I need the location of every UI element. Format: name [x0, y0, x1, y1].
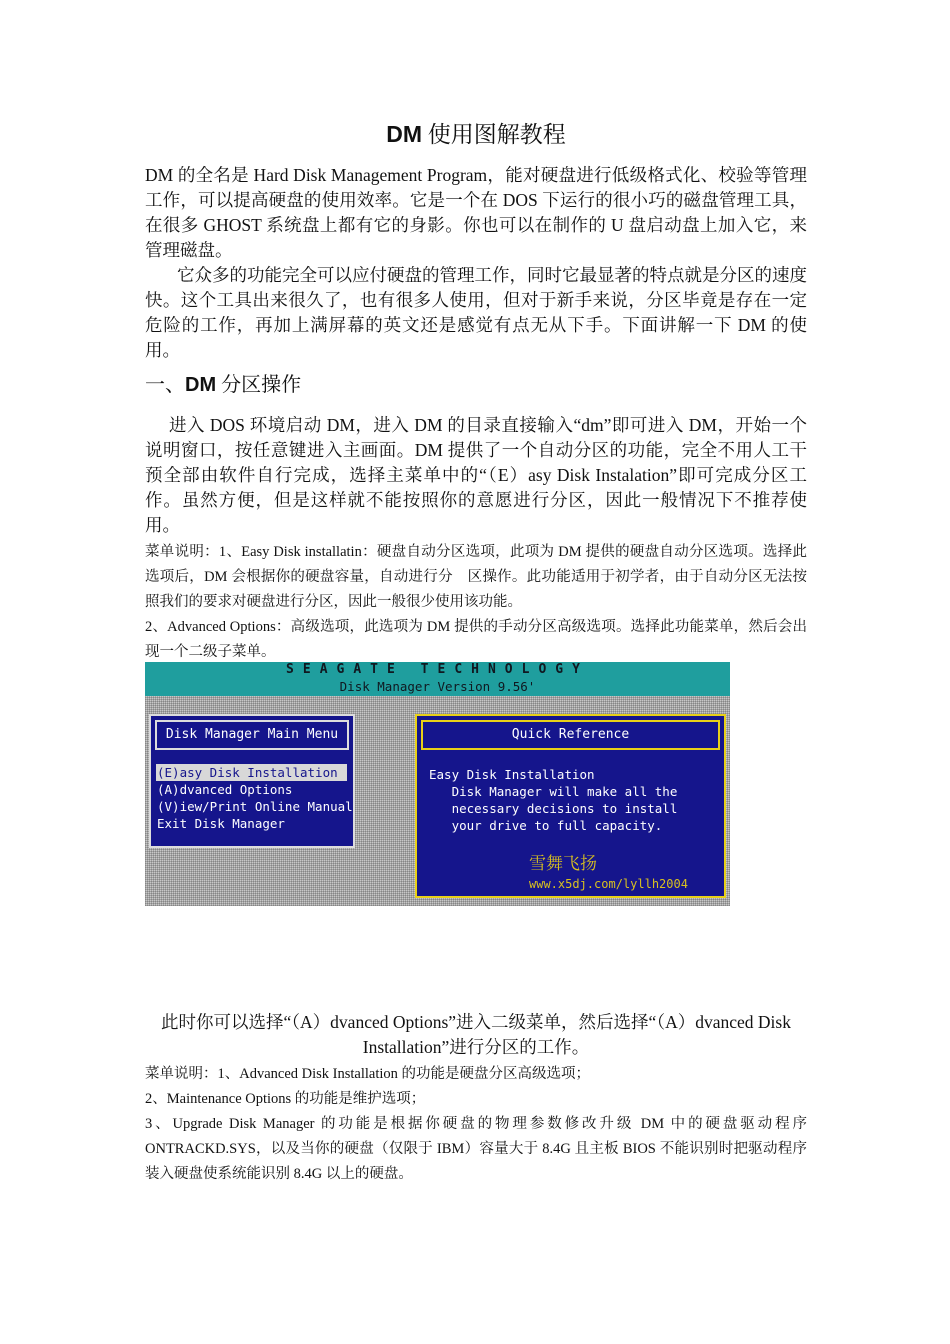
- menu-item-advanced-options[interactable]: (A)dvanced Options: [157, 782, 293, 797]
- next-step-paragraph: 此时你可以选择“（A）dvanced Options”进入二级菜单，然后选择“（A）dvanced Disk Installation”进行分区的工作。: [161, 1012, 791, 1057]
- quick-reference-title: Quick Reference: [421, 720, 720, 750]
- features-paragraph: 它众多的功能完全可以应付硬盘的管理工作，同时它最显著的特点就是分区的速度快。这个工具出来很久了，也有很多人使用，但对于新手来说，分区毕竟是存在一定危险的工作，再加上满屏幕的英文还是感觉有点无从下手。下面讲解一下 DM 的使用。: [145, 265, 807, 360]
- main-menu-list: [156, 764, 352, 832]
- menu-item-view-manual[interactable]: (V)iew/Print Online Manual: [157, 799, 353, 814]
- submenu-note-2: 2、Maintenance Options 的功能是维护选项；: [145, 1091, 426, 1107]
- submenu-note-1: 菜单说明：1、Advanced Disk Installation 的功能是硬盘分区高级选项；: [145, 1066, 591, 1082]
- watermark-url: www.x5dj.com/lyllh2004: [529, 877, 688, 891]
- intro-paragraph: DM 的全名是 Hard Disk Management Program，能对硬盘进行低级格式化、校验等管理工作，可以提高硬盘的使用效率。它是一个在 DOS 下运行的很小巧的磁盘管理工具，在很多 GHOST 系统盘上都有它的身影。你也可以在制作的 U 盘启动盘上加入它，来管理磁盘。: [145, 165, 807, 260]
- section-heading: [145, 370, 301, 400]
- qr-line: your drive to full capacity.: [429, 818, 663, 833]
- menu-item-exit[interactable]: Exit Disk Manager: [157, 816, 285, 831]
- menu-note-2: 2、Advanced Options：高级选项，此选项为 DM 提供的手动分区高级选项。选择此功能菜单，然后会出现一个二级子菜单。: [145, 619, 807, 660]
- qr-line: Easy Disk Installation: [429, 767, 595, 782]
- heading-prefix: 一、: [145, 374, 185, 396]
- title-rest: 使用图解教程: [422, 122, 566, 147]
- watermark-text: 雪舞飞扬: [529, 854, 597, 874]
- menu-note-1: 菜单说明：1、Easy Disk installatin：硬盘自动分区选项，此项为 DM 提供的硬盘自动分区选项。选择此选项后，DM 会根据你的硬盘容量，自动进行分 区操作。此功能适用于初学者，由于自动分区无法按照我们的要求对硬盘进行分区，因此一般很少使用该功能。: [145, 544, 807, 610]
- dm-screenshot: [145, 662, 730, 906]
- dos-header-bar: [145, 662, 730, 696]
- quick-reference-box: [415, 714, 726, 898]
- main-menu-box: [149, 714, 355, 848]
- quick-reference-text: [429, 766, 677, 834]
- title-bold: DM: [386, 121, 423, 147]
- main-menu-title: Disk Manager Main Menu: [155, 720, 349, 750]
- heading-rest: 分区操作: [216, 374, 302, 396]
- partition-paragraph: 进入 DOS 环境启动 DM，进入 DM 的目录直接输入“dm”即可进入 DM，开始一个说明窗口，按任意键进入主画面。DM 提供了一个自动分区的功能，完全不用人工干预全部由软件自行完成，选择主菜单中的“（E）asy Disk Instalation”即可完成分区工作。虽然方便，但是这样就不能按照你的意愿进行分区，因此一般情况下不推荐使用。: [145, 415, 807, 535]
- heading-bold: DM: [185, 374, 217, 396]
- qr-line: necessary decisions to install: [429, 801, 678, 816]
- menu-item-easy-install[interactable]: (E)asy Disk Installation: [156, 764, 347, 781]
- dos-version: Disk Manager Version 9.56': [339, 679, 536, 694]
- qr-line: Disk Manager will make all the: [429, 784, 678, 799]
- submenu-note-3: 3、Upgrade Disk Manager 的功能是根据你硬盘的物理参数修改升级 DM 中的硬盘驱动程序 ONTRACKD.SYS，以及当你的硬盘（仅限于 IBM）容量大于 8.4G 且主板 BIOS 不能识别时把驱动程序装入硬盘使系统能识别 8.4G 以上的硬盘。: [145, 1116, 807, 1182]
- document-title: [145, 118, 807, 151]
- dos-brand: SEAGATE TECHNOLOGY: [286, 662, 589, 677]
